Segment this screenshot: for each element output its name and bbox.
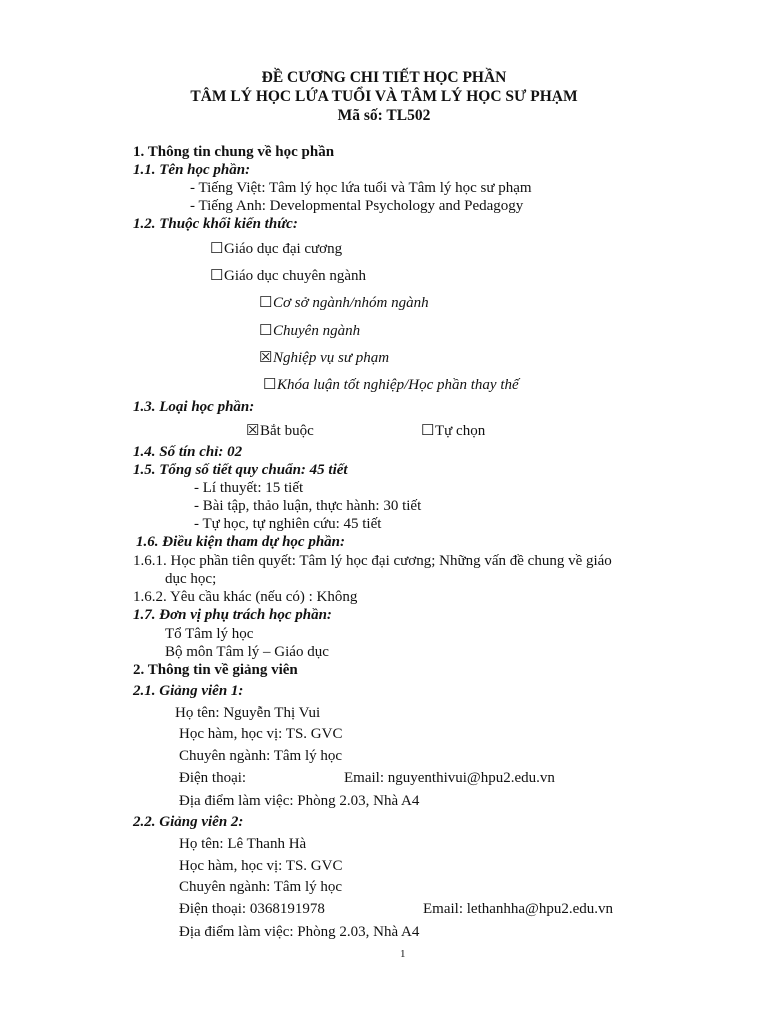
- knowledge-option-foundation: ☐Cơ sở ngành/nhóm ngành: [259, 295, 429, 311]
- lecturer-2-office: Địa điểm làm việc: Phòng 2.03, Nhà A4: [179, 924, 420, 940]
- document-title: ĐỀ CƯƠNG CHI TIẾT HỌC PHẦN: [261, 69, 507, 86]
- checkbox-empty-icon: ☐: [259, 295, 273, 311]
- checkbox-checked-icon: ☒: [259, 350, 273, 366]
- lecturer-2-name: Họ tên: Lê Thanh Hà: [179, 836, 307, 852]
- section-1-6-heading: 1.6. Điều kiện tham dự học phần:: [136, 534, 346, 550]
- prerequisites-line-1: 1.6.1. Học phần tiên quyết: Tâm lý học đại cương; Những vấn đề chung về giáo: [133, 553, 612, 569]
- knowledge-option-pedagogy: ☒Nghiệp vụ sư phạm: [259, 350, 390, 366]
- checkbox-empty-icon: ☐: [210, 268, 224, 284]
- section-1-5-heading: 1.5. Tổng số tiết quy chuẩn: 45 tiết: [133, 462, 348, 478]
- knowledge-option-general: ☐Giáo dục đại cương: [210, 241, 343, 257]
- page-number: 1: [400, 948, 406, 960]
- lecturer-2-phone: Điện thoại: 0368191978: [179, 901, 325, 917]
- lecturer-1-office: Địa điểm làm việc: Phòng 2.03, Nhà A4: [179, 793, 420, 809]
- course-code: Mã số: TL502: [337, 107, 431, 124]
- unit-line-1: Tổ Tâm lý học: [165, 626, 254, 642]
- knowledge-option-specialized: ☐Giáo dục chuyên ngành: [210, 268, 367, 284]
- periods-practice: - Bài tập, thảo luận, thực hành: 30 tiết: [194, 498, 422, 514]
- lecturer-2-major: Chuyên ngành: Tâm lý học: [179, 879, 343, 895]
- type-option-elective: ☐Tự chọn: [421, 423, 486, 439]
- periods-self-study: - Tự học, tự nghiên cứu: 45 tiết: [194, 516, 382, 532]
- unit-line-2: Bộ môn Tâm lý – Giáo dục: [165, 644, 329, 660]
- section-1-heading: 1. Thông tin chung về học phần: [133, 144, 335, 160]
- section-1-1-heading: 1.1. Tên học phần:: [133, 162, 251, 178]
- lecturer-1-email: Email: nguyenthivui@hpu2.edu.vn: [344, 770, 555, 786]
- section-1-7-heading: 1.7. Đơn vị phụ trách học phần:: [133, 607, 332, 623]
- section-2-heading: 2. Thông tin về giảng viên: [133, 662, 298, 678]
- lecturer-2-email: Email: lethanhha@hpu2.edu.vn: [423, 901, 614, 917]
- checkbox-empty-icon: ☐: [210, 241, 224, 257]
- knowledge-option-major: ☐Chuyên ngành: [259, 323, 361, 339]
- other-requirements: 1.6.2. Yêu cầu khác (nếu có) : Không: [133, 589, 358, 605]
- lecturer-1-title: Học hàm, học vị: TS. GVC: [179, 726, 343, 742]
- periods-theory: - Lí thuyết: 15 tiết: [194, 480, 304, 496]
- section-1-2-heading: 1.2. Thuộc khối kiến thức:: [133, 216, 298, 232]
- lecturer-1-name: Họ tên: Nguyễn Thị Vui: [175, 705, 321, 721]
- section-2-1-heading: 2.1. Giảng viên 1:: [133, 683, 244, 699]
- type-option-required: ☒Bắt buộc: [246, 423, 314, 439]
- knowledge-option-thesis: ☐Khóa luận tốt nghiệp/Học phần thay thế: [263, 377, 519, 393]
- course-title: TÂM LÝ HỌC LỨA TUỔI VÀ TÂM LÝ HỌC SƯ PHẠM: [190, 88, 578, 105]
- course-name-vi: - Tiếng Việt: Tâm lý học lứa tuổi và Tâm lý học sư phạm: [190, 180, 532, 196]
- lecturer-2-title: Học hàm, học vị: TS. GVC: [179, 858, 343, 874]
- course-name-en: - Tiếng Anh: Developmental Psychology and Pedagogy: [190, 198, 524, 214]
- lecturer-1-major: Chuyên ngành: Tâm lý học: [179, 748, 343, 764]
- checkbox-checked-icon: ☒: [246, 423, 260, 439]
- checkbox-empty-icon: ☐: [263, 377, 277, 393]
- section-1-3-heading: 1.3. Loại học phần:: [133, 399, 255, 415]
- section-2-2-heading: 2.2. Giảng viên 2:: [133, 814, 244, 830]
- checkbox-empty-icon: ☐: [259, 323, 273, 339]
- checkbox-empty-icon: ☐: [421, 423, 435, 439]
- section-1-4-credits: 1.4. Số tín chỉ: 02: [133, 444, 243, 460]
- prerequisites-line-2: dục học;: [165, 571, 217, 587]
- lecturer-1-phone: Điện thoại:: [179, 770, 247, 786]
